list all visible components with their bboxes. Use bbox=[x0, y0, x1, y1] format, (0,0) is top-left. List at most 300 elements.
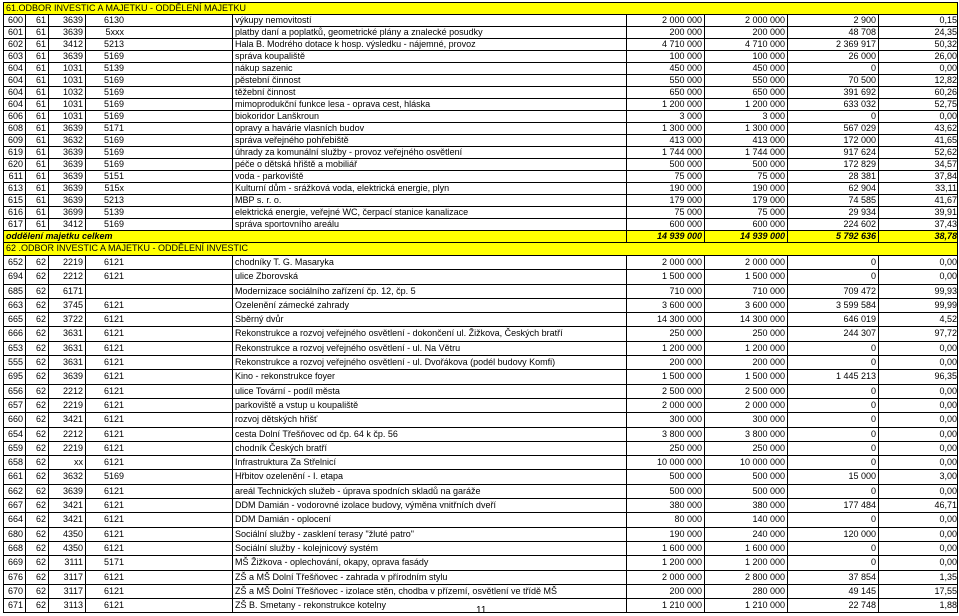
cell-polozka: 6121 bbox=[85, 485, 126, 498]
table-row bbox=[3, 159, 958, 171]
cell-actual-spent: 0 bbox=[787, 542, 878, 555]
cell-blank bbox=[126, 39, 232, 50]
cell-paragraf: 3631 bbox=[48, 342, 85, 355]
cell-budget-adjusted: 179 000 bbox=[704, 195, 787, 206]
table-row bbox=[3, 385, 958, 399]
cell-paragraf: 3639 bbox=[48, 159, 85, 170]
cell-odbor: 61 bbox=[25, 195, 48, 206]
cell-budget-initial: 75 000 bbox=[626, 207, 704, 218]
cell-row-id: 620 bbox=[7, 159, 23, 169]
cell-percent-fulfilled: 0,00 bbox=[878, 399, 959, 412]
table-row bbox=[3, 207, 958, 219]
cell-row-id: 653 bbox=[7, 342, 23, 353]
cell-percent-fulfilled: 39,91 bbox=[878, 207, 959, 218]
table-row bbox=[3, 75, 958, 87]
cell-row-id: 608 bbox=[7, 123, 23, 133]
cell-blank bbox=[126, 513, 232, 526]
cell-actual-spent: 48 708 bbox=[787, 27, 878, 38]
cell-budget-initial: 1 500 000 bbox=[626, 270, 704, 283]
cell-percent-fulfilled: 1,35 bbox=[878, 571, 959, 584]
cell-paragraf: 2219 bbox=[48, 442, 85, 455]
cell-budget-initial: 190 000 bbox=[626, 183, 704, 194]
cell-blank bbox=[126, 123, 232, 134]
cell-percent-fulfilled: 96,35 bbox=[878, 370, 959, 383]
cell-percent-fulfilled: 0,00 bbox=[878, 442, 959, 455]
cell-budget-initial: 190 000 bbox=[626, 528, 704, 541]
cell-description: péče o dětská hřiště a mobiliář bbox=[232, 159, 626, 170]
cell-budget-adjusted: 1 210 000 bbox=[704, 599, 787, 612]
cell-odbor: 62 bbox=[25, 556, 48, 569]
table-row bbox=[3, 87, 958, 99]
cell-percent-fulfilled: 0,00 bbox=[878, 256, 959, 269]
cell-actual-spent: 0 bbox=[787, 356, 878, 369]
table-row bbox=[3, 111, 958, 123]
cell-polozka: 6121 bbox=[85, 399, 126, 412]
section-title: 61.ODBOR INVESTIC A MAJETKU - ODDĚLENÍ MAJETKU bbox=[6, 3, 247, 13]
cell-budget-adjusted: 413 000 bbox=[704, 135, 787, 146]
cell-paragraf: 3639 bbox=[48, 171, 85, 182]
cell-row-id: 695 bbox=[7, 371, 23, 382]
cell-paragraf: 3421 bbox=[48, 499, 85, 512]
cell-description: těžební činnost bbox=[232, 87, 626, 98]
table-row bbox=[3, 183, 958, 195]
cell-blank bbox=[126, 313, 232, 326]
cell-budget-initial: 2 000 000 bbox=[626, 15, 704, 26]
cell-budget-initial: 600 000 bbox=[626, 219, 704, 230]
cell-paragraf: 3639 bbox=[48, 485, 85, 498]
cell-odbor: 61 bbox=[25, 87, 48, 98]
cell-budget-initial: 75 000 bbox=[626, 171, 704, 182]
cell-paragraf: 3699 bbox=[48, 207, 85, 218]
cell-budget-adjusted: 3 000 bbox=[704, 111, 787, 122]
cell-description: cesta Dolní Třešňovec od čp. 64 k čp. 56 bbox=[232, 428, 626, 441]
cell-actual-spent: 0 bbox=[787, 111, 878, 122]
cell-paragraf: 3117 bbox=[48, 585, 85, 598]
table-row bbox=[3, 571, 958, 585]
cell-budget-initial: 250 000 bbox=[626, 327, 704, 340]
cell-percent-fulfilled: 37,84 bbox=[878, 171, 959, 182]
cell-percent-fulfilled: 0,00 bbox=[878, 413, 959, 426]
cell-percent-fulfilled: 1,88 bbox=[878, 599, 959, 612]
cell-row-id: 680 bbox=[7, 528, 23, 539]
table-row bbox=[3, 123, 958, 135]
cell-budget-adjusted: 3 800 000 bbox=[704, 428, 787, 441]
table-row bbox=[3, 256, 958, 270]
cell-blank bbox=[126, 356, 232, 369]
cell-odbor: 61 bbox=[25, 219, 48, 230]
cell-row-id: 652 bbox=[7, 257, 23, 267]
cell-actual-spent: 29 934 bbox=[787, 207, 878, 218]
cell-paragraf: 6171 bbox=[48, 285, 85, 298]
cell-percent-fulfilled: 0,00 bbox=[878, 485, 959, 498]
cell-budget-initial: 4 710 000 bbox=[626, 39, 704, 50]
cell-polozka: 6121 bbox=[85, 313, 126, 326]
cell-description: ulice Zborovská bbox=[232, 270, 626, 283]
cell-budget-initial: 413 000 bbox=[626, 135, 704, 146]
cell-paragraf: 3639 bbox=[48, 51, 85, 62]
table-row bbox=[3, 356, 958, 370]
cell-polozka: 6130 bbox=[85, 15, 126, 26]
table-row bbox=[3, 195, 958, 207]
cell-budget-initial: 500 000 bbox=[626, 485, 704, 498]
cell-budget-adjusted: 2 800 000 bbox=[704, 571, 787, 584]
table-row bbox=[3, 327, 958, 341]
cell-odbor: 61 bbox=[25, 123, 48, 134]
cell-polozka: 6121 bbox=[85, 428, 126, 441]
table-row bbox=[3, 413, 958, 427]
cell-blank bbox=[126, 370, 232, 383]
cell-blank bbox=[126, 470, 232, 483]
cell-polozka: 5169 bbox=[85, 111, 126, 122]
cell-polozka: 5213 bbox=[85, 39, 126, 50]
cell-paragraf: 2219 bbox=[48, 399, 85, 412]
cell-paragraf: 4350 bbox=[48, 542, 85, 555]
cell-row-id: 658 bbox=[7, 457, 23, 468]
cell-percent-fulfilled: 0,00 bbox=[878, 270, 959, 283]
table-row bbox=[3, 63, 958, 75]
cell-row-id: 694 bbox=[7, 271, 23, 282]
cell-blank bbox=[126, 51, 232, 62]
cell-polozka: 6121 bbox=[85, 528, 126, 541]
cell-description: správa sportovního areálu bbox=[232, 219, 626, 230]
cell-description: Rekonstrukce a rozvoj veřejného osvětlení - ul. Na Větru bbox=[232, 342, 626, 355]
cell-actual-spent: 0 bbox=[787, 556, 878, 569]
cell-actual-spent: 0 bbox=[787, 385, 878, 398]
cell-actual-spent: 22 748 bbox=[787, 599, 878, 612]
cell-blank bbox=[126, 135, 232, 146]
cell-budget-adjusted: 500 000 bbox=[704, 470, 787, 483]
cell-paragraf: 1031 bbox=[48, 75, 85, 86]
total-percent-fulfilled: 38,78 bbox=[878, 231, 959, 242]
cell-polozka: 6121 bbox=[85, 499, 126, 512]
cell-description: elektrická energie, veřejné WC, čerpací stanice kanalizace bbox=[232, 207, 626, 218]
cell-budget-initial: 2 000 000 bbox=[626, 399, 704, 412]
cell-budget-adjusted: 300 000 bbox=[704, 413, 787, 426]
cell-row-id: 619 bbox=[7, 147, 23, 157]
cell-percent-fulfilled: 99,93 bbox=[878, 285, 959, 298]
cell-odbor: 61 bbox=[25, 159, 48, 170]
cell-row-id: 662 bbox=[7, 485, 23, 496]
cell-description: ulice Tovární - podíl města bbox=[232, 385, 626, 398]
cell-percent-fulfilled: 99,99 bbox=[878, 299, 959, 312]
cell-polozka: 5139 bbox=[85, 63, 126, 74]
cell-row-id: 616 bbox=[7, 207, 23, 217]
cell-paragraf: 2219 bbox=[48, 256, 85, 269]
cell-percent-fulfilled: 12,82 bbox=[878, 75, 959, 86]
cell-percent-fulfilled: 41,67 bbox=[878, 195, 959, 206]
cell-percent-fulfilled: 0,00 bbox=[878, 456, 959, 469]
cell-description: parkoviště a vstup u koupaliště bbox=[232, 399, 626, 412]
cell-budget-initial: 2 500 000 bbox=[626, 385, 704, 398]
cell-polozka: 6121 bbox=[85, 342, 126, 355]
cell-description: Ozelenění zámecké zahrady bbox=[232, 299, 626, 312]
cell-percent-fulfilled: 50,32 bbox=[878, 39, 959, 50]
cell-row-id: 685 bbox=[7, 285, 23, 296]
cell-description: Sociální služby - zasklení terasy "žluté patro" bbox=[232, 528, 626, 541]
cell-blank bbox=[126, 219, 232, 230]
cell-odbor: 61 bbox=[25, 183, 48, 194]
cell-paragraf: 3111 bbox=[48, 556, 85, 569]
cell-row-id: 657 bbox=[7, 399, 23, 410]
cell-budget-initial: 300 000 bbox=[626, 413, 704, 426]
cell-description: DDM Damián - oplocení bbox=[232, 513, 626, 526]
cell-blank bbox=[126, 556, 232, 569]
cell-paragraf: 2212 bbox=[48, 385, 85, 398]
cell-polozka: 6121 bbox=[85, 513, 126, 526]
cell-budget-initial: 1 600 000 bbox=[626, 542, 704, 555]
cell-odbor: 61 bbox=[25, 111, 48, 122]
cell-budget-adjusted: 1 200 000 bbox=[704, 99, 787, 110]
cell-odbor: 61 bbox=[25, 207, 48, 218]
cell-budget-initial: 1 200 000 bbox=[626, 342, 704, 355]
cell-polozka: 5213 bbox=[85, 195, 126, 206]
cell-actual-spent: 0 bbox=[787, 256, 878, 269]
cell-budget-initial: 2 000 000 bbox=[626, 571, 704, 584]
cell-paragraf: xx bbox=[48, 456, 85, 469]
cell-budget-adjusted: 2 000 000 bbox=[704, 399, 787, 412]
cell-description: Rekonstrukce a rozvoj veřejného osvětlení - dokončení ul. Žižkova, Českých bratří bbox=[232, 327, 626, 340]
cell-budget-adjusted: 14 300 000 bbox=[704, 313, 787, 326]
cell-budget-initial: 100 000 bbox=[626, 51, 704, 62]
table-row bbox=[3, 342, 958, 356]
cell-paragraf: 3421 bbox=[48, 413, 85, 426]
cell-odbor: 61 bbox=[25, 75, 48, 86]
cell-budget-initial: 200 000 bbox=[626, 27, 704, 38]
cell-blank bbox=[126, 207, 232, 218]
cell-odbor: 62 bbox=[25, 256, 48, 269]
cell-odbor: 62 bbox=[25, 442, 48, 455]
cell-actual-spent: 120 000 bbox=[787, 528, 878, 541]
cell-budget-initial: 1 200 000 bbox=[626, 99, 704, 110]
cell-budget-adjusted: 550 000 bbox=[704, 75, 787, 86]
cell-polozka: 5169 bbox=[85, 51, 126, 62]
cell-actual-spent: 2 900 bbox=[787, 15, 878, 26]
cell-budget-adjusted: 250 000 bbox=[704, 327, 787, 340]
cell-actual-spent: 172 000 bbox=[787, 135, 878, 146]
cell-paragraf: 3639 bbox=[48, 15, 85, 26]
cell-percent-fulfilled: 0,00 bbox=[878, 385, 959, 398]
cell-odbor: 61 bbox=[25, 39, 48, 50]
cell-polozka: 5169 bbox=[85, 470, 126, 483]
cell-budget-adjusted: 240 000 bbox=[704, 528, 787, 541]
total-budget-initial: 14 939 000 bbox=[626, 231, 704, 242]
cell-percent-fulfilled: 46,71 bbox=[878, 499, 959, 512]
cell-actual-spent: 62 904 bbox=[787, 183, 878, 194]
cell-paragraf: 4350 bbox=[48, 528, 85, 541]
cell-paragraf: 3639 bbox=[48, 183, 85, 194]
cell-polozka: 5169 bbox=[85, 99, 126, 110]
cell-budget-initial: 1 210 000 bbox=[626, 599, 704, 612]
cell-budget-initial: 500 000 bbox=[626, 159, 704, 170]
table-row bbox=[3, 528, 958, 542]
table-row bbox=[3, 442, 958, 456]
table-row bbox=[3, 15, 958, 27]
cell-odbor: 61 bbox=[25, 27, 48, 38]
cell-polozka: 6121 bbox=[85, 442, 126, 455]
cell-paragraf: 2212 bbox=[48, 270, 85, 283]
cell-odbor: 62 bbox=[25, 399, 48, 412]
cell-polozka: 5171 bbox=[85, 123, 126, 134]
cell-budget-initial: 450 000 bbox=[626, 63, 704, 74]
cell-paragraf: 3722 bbox=[48, 313, 85, 326]
cell-budget-adjusted: 600 000 bbox=[704, 219, 787, 230]
cell-budget-adjusted: 1 744 000 bbox=[704, 147, 787, 158]
cell-paragraf: 1032 bbox=[48, 87, 85, 98]
cell-paragraf: 3639 bbox=[48, 27, 85, 38]
cell-actual-spent: 0 bbox=[787, 428, 878, 441]
cell-budget-initial: 650 000 bbox=[626, 87, 704, 98]
cell-percent-fulfilled: 41,65 bbox=[878, 135, 959, 146]
cell-actual-spent: 0 bbox=[787, 342, 878, 355]
cell-percent-fulfilled: 4,52 bbox=[878, 313, 959, 326]
cell-actual-spent: 0 bbox=[787, 270, 878, 283]
cell-description: Hala B. Modrého dotace k hosp. výsledku - nájemné, provoz bbox=[232, 39, 626, 50]
cell-paragraf: 1031 bbox=[48, 111, 85, 122]
cell-budget-adjusted: 1 200 000 bbox=[704, 342, 787, 355]
cell-odbor: 62 bbox=[25, 513, 48, 526]
total-budget-adjusted: 14 939 000 bbox=[704, 231, 787, 242]
table-row bbox=[3, 542, 958, 556]
cell-polozka: 5171 bbox=[85, 556, 126, 569]
cell-budget-initial: 1 200 000 bbox=[626, 556, 704, 569]
cell-blank bbox=[126, 256, 232, 269]
table-row bbox=[3, 499, 958, 513]
cell-row-id: 668 bbox=[7, 542, 23, 553]
cell-percent-fulfilled: 0,00 bbox=[878, 428, 959, 441]
cell-odbor: 62 bbox=[25, 285, 48, 298]
cell-actual-spent: 633 032 bbox=[787, 99, 878, 110]
cell-budget-initial: 10 000 000 bbox=[626, 456, 704, 469]
cell-description: Modernizace sociálního zařízení čp. 12, čp. 5 bbox=[232, 285, 626, 298]
cell-budget-initial: 3 600 000 bbox=[626, 299, 704, 312]
cell-actual-spent: 0 bbox=[787, 485, 878, 498]
cell-description: pěstební činnost bbox=[232, 75, 626, 86]
cell-odbor: 62 bbox=[25, 456, 48, 469]
cell-description: ZŠ B. Smetany - rekonstrukce kotelny bbox=[232, 599, 626, 612]
cell-polozka: 6121 bbox=[85, 270, 126, 283]
cell-row-id: 600 bbox=[7, 15, 23, 25]
cell-row-id: 670 bbox=[7, 585, 23, 596]
cell-row-id: 663 bbox=[7, 299, 23, 310]
cell-budget-initial: 1 500 000 bbox=[626, 370, 704, 383]
cell-budget-adjusted: 200 000 bbox=[704, 27, 787, 38]
cell-description: MBP s. r. o. bbox=[232, 195, 626, 206]
cell-row-id: 604 bbox=[7, 87, 23, 97]
cell-odbor: 62 bbox=[25, 585, 48, 598]
table-row bbox=[3, 270, 958, 284]
cell-budget-adjusted: 1 600 000 bbox=[704, 542, 787, 555]
cell-description: opravy a havárie vlasních budov bbox=[232, 123, 626, 134]
cell-budget-initial: 3 000 bbox=[626, 111, 704, 122]
cell-description: správa koupaliště bbox=[232, 51, 626, 62]
cell-budget-adjusted: 75 000 bbox=[704, 207, 787, 218]
cell-budget-initial: 500 000 bbox=[626, 470, 704, 483]
cell-percent-fulfilled: 60,26 bbox=[878, 87, 959, 98]
cell-budget-adjusted: 2 000 000 bbox=[704, 15, 787, 26]
cell-budget-initial: 179 000 bbox=[626, 195, 704, 206]
cell-row-id: 604 bbox=[7, 75, 23, 85]
cell-description: ZŠ a MŠ Dolní Třešňovec - zahrada v přírodním stylu bbox=[232, 571, 626, 584]
cell-blank bbox=[126, 327, 232, 340]
table-row bbox=[3, 299, 958, 313]
cell-percent-fulfilled: 0,00 bbox=[878, 556, 959, 569]
cell-actual-spent: 244 307 bbox=[787, 327, 878, 340]
cell-row-id: 667 bbox=[7, 500, 23, 511]
cell-row-id: 654 bbox=[7, 428, 23, 439]
table-row bbox=[3, 27, 958, 39]
table-row bbox=[3, 513, 958, 527]
cell-blank bbox=[126, 270, 232, 283]
cell-budget-initial: 1 300 000 bbox=[626, 123, 704, 134]
cell-polozka: 5151 bbox=[85, 171, 126, 182]
cell-polozka: 5169 bbox=[85, 147, 126, 158]
cell-blank bbox=[126, 456, 232, 469]
cell-actual-spent: 0 bbox=[787, 399, 878, 412]
cell-budget-initial: 200 000 bbox=[626, 585, 704, 598]
cell-row-id: 617 bbox=[7, 219, 23, 229]
cell-row-id: 604 bbox=[7, 63, 23, 73]
cell-actual-spent: 37 854 bbox=[787, 571, 878, 584]
cell-odbor: 62 bbox=[25, 542, 48, 555]
cell-actual-spent: 28 381 bbox=[787, 171, 878, 182]
cell-row-id: 604 bbox=[7, 99, 23, 109]
cell-percent-fulfilled: 24,35 bbox=[878, 27, 959, 38]
cell-paragraf: 3113 bbox=[48, 599, 85, 612]
cell-description: chodník Českých bratří bbox=[232, 442, 626, 455]
cell-budget-initial: 14 300 000 bbox=[626, 313, 704, 326]
cell-blank bbox=[126, 111, 232, 122]
cell-blank bbox=[126, 485, 232, 498]
cell-budget-initial: 380 000 bbox=[626, 499, 704, 512]
cell-budget-adjusted: 3 600 000 bbox=[704, 299, 787, 312]
cell-percent-fulfilled: 97,72 bbox=[878, 327, 959, 340]
cell-row-id: 669 bbox=[7, 557, 23, 568]
cell-blank bbox=[126, 171, 232, 182]
table-row bbox=[3, 313, 958, 327]
cell-odbor: 61 bbox=[25, 171, 48, 182]
cell-polozka: 5169 bbox=[85, 75, 126, 86]
cell-blank bbox=[126, 499, 232, 512]
cell-budget-adjusted: 4 710 000 bbox=[704, 39, 787, 50]
cell-actual-spent: 70 500 bbox=[787, 75, 878, 86]
cell-budget-adjusted: 140 000 bbox=[704, 513, 787, 526]
cell-budget-adjusted: 500 000 bbox=[704, 159, 787, 170]
cell-odbor: 62 bbox=[25, 342, 48, 355]
table-row bbox=[3, 428, 958, 442]
cell-blank bbox=[126, 99, 232, 110]
cell-row-id: 602 bbox=[7, 39, 23, 49]
cell-polozka: 6121 bbox=[85, 356, 126, 369]
cell-odbor: 62 bbox=[25, 327, 48, 340]
cell-odbor: 62 bbox=[25, 428, 48, 441]
cell-odbor: 62 bbox=[25, 313, 48, 326]
cell-odbor: 62 bbox=[25, 485, 48, 498]
table-row bbox=[3, 147, 958, 159]
cell-actual-spent: 49 145 bbox=[787, 585, 878, 598]
cell-actual-spent: 567 029 bbox=[787, 123, 878, 134]
cell-percent-fulfilled: 0,00 bbox=[878, 513, 959, 526]
cell-description: MŠ Žižkova - oplechování, okapy, oprava fasády bbox=[232, 556, 626, 569]
table-row bbox=[3, 99, 958, 111]
cell-odbor: 62 bbox=[25, 571, 48, 584]
cell-actual-spent: 391 692 bbox=[787, 87, 878, 98]
budget-sheet bbox=[3, 2, 958, 613]
cell-blank bbox=[126, 159, 232, 170]
cell-budget-adjusted: 100 000 bbox=[704, 51, 787, 62]
cell-polozka: 515x bbox=[85, 183, 126, 194]
page-number: 11 bbox=[476, 605, 487, 616]
cell-odbor: 62 bbox=[25, 499, 48, 512]
